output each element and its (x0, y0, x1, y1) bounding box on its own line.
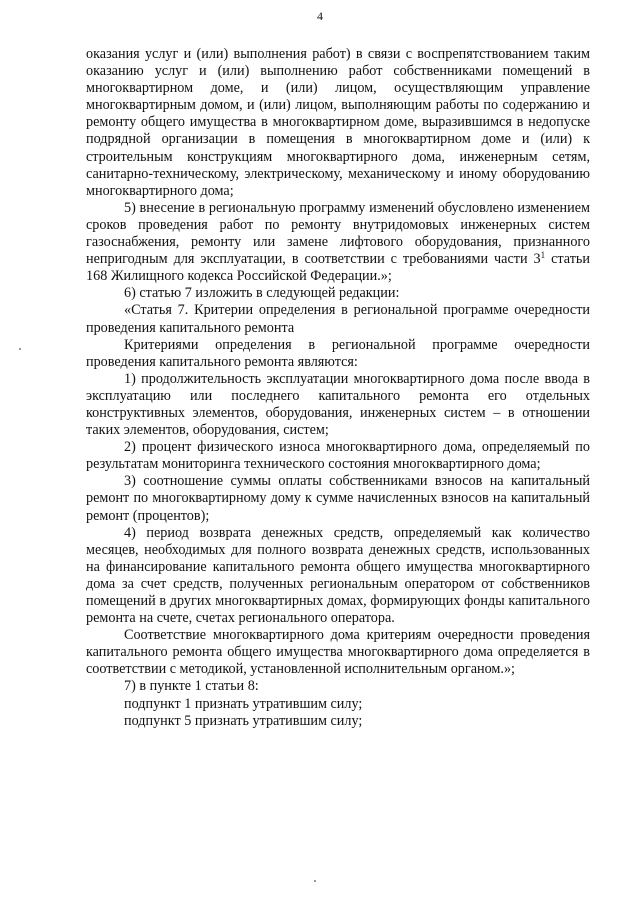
document-body (86, 46, 590, 730)
scan-speck (19, 348, 21, 350)
superscript-marker: 1 (540, 250, 546, 261)
paragraph-criteria-intro: Критериями определения в региональной программе очередности проведения капитального ремонта являются: (86, 336, 590, 370)
criterion-4: 4) период возврата денежных средств, определяемый как количество месяцев, необходимых для полного возврата денежных средств, использованных на финансирование капитального ремонта общего имущества многоквартирного дома за счет средств, полученных региональным оператором от собственников помещений в других многоквартирных домах, формирующих фонды капитального ремонта на счете, счетах регионального оператора. (86, 524, 590, 627)
criterion-1: 1) продолжительность эксплуатации многоквартирного дома после ввода в эксплуатацию или последнего капитального ремонта его отдельных конструктивных элементов, оборудования, инженерных систем – в отношении таких элементов, оборудования, систем; (86, 370, 590, 439)
scan-speck (314, 880, 316, 882)
paragraph-item-5 (86, 200, 590, 285)
paragraph-compliance: Соответствие многоквартирного дома критериям очередности проведения капитального ремонта общего имущества многоквартирного дома определяется в соответствии с методикой, установленной исполнительным органом.»; (86, 627, 590, 678)
subitem-5: подпункт 5 признать утратившим силу; (124, 712, 363, 729)
paragraph-amendment-7: 7) в пункте 1 статьи 8: (124, 678, 259, 695)
paragraph-item-5-text-end: статьи 168 Жилищного кодекса Российской Федерации.»; (86, 251, 590, 285)
subitem-1: подпункт 1 признать утратившим силу; (124, 695, 363, 712)
article-heading: «Статья 7. Критерии определения в региональной программе очередности проведения капитального ремонта (86, 302, 590, 336)
page-number: 4 (317, 9, 323, 23)
criterion-3: 3) соотношение суммы оплаты собственниками взносов на капитальный ремонт по многоквартирному дому к сумме начисленных взносов на капитальный ремонт (процентов); (86, 473, 590, 524)
paragraph-amendment-6: 6) статью 7 изложить в следующей редакции: (124, 285, 400, 302)
criterion-2: 2) процент физического износа многоквартирного дома, определяемый по результатам мониторинга технического состояния многоквартирного дома; (86, 439, 590, 473)
paragraph-item-5-text: 5) внесение в региональную программу изменений обусловлено изменением сроков проведения работ по ремонту внутридомовых инженерных систем газоснабжения, ремонту или замене лифтового оборудования, признанного непригодным для эксплуатации, в соответствии с требованиями части 3 (86, 199, 590, 268)
paragraph-continuation: оказания услуг и (или) выполнения работ) в связи с воспрепятствованием таким оказанию услуг и (или) выполнению работ собственниками помещений в многоквартирном доме, и (или) лицом, осуществляющим управление многоквартирным домом, и (или) лицом, выполняющим работы по содержанию и ремонту общего имущества в многоквартирном доме, выразившимся в недопуске подрядной организации в помещения в многоквартирном доме и (или) к строительным конструкциям многоквартирного дома, инженерным сетям, санитарно-техническому, электрическому, механическому и иному оборудованию многоквартирного дома; (86, 46, 590, 199)
